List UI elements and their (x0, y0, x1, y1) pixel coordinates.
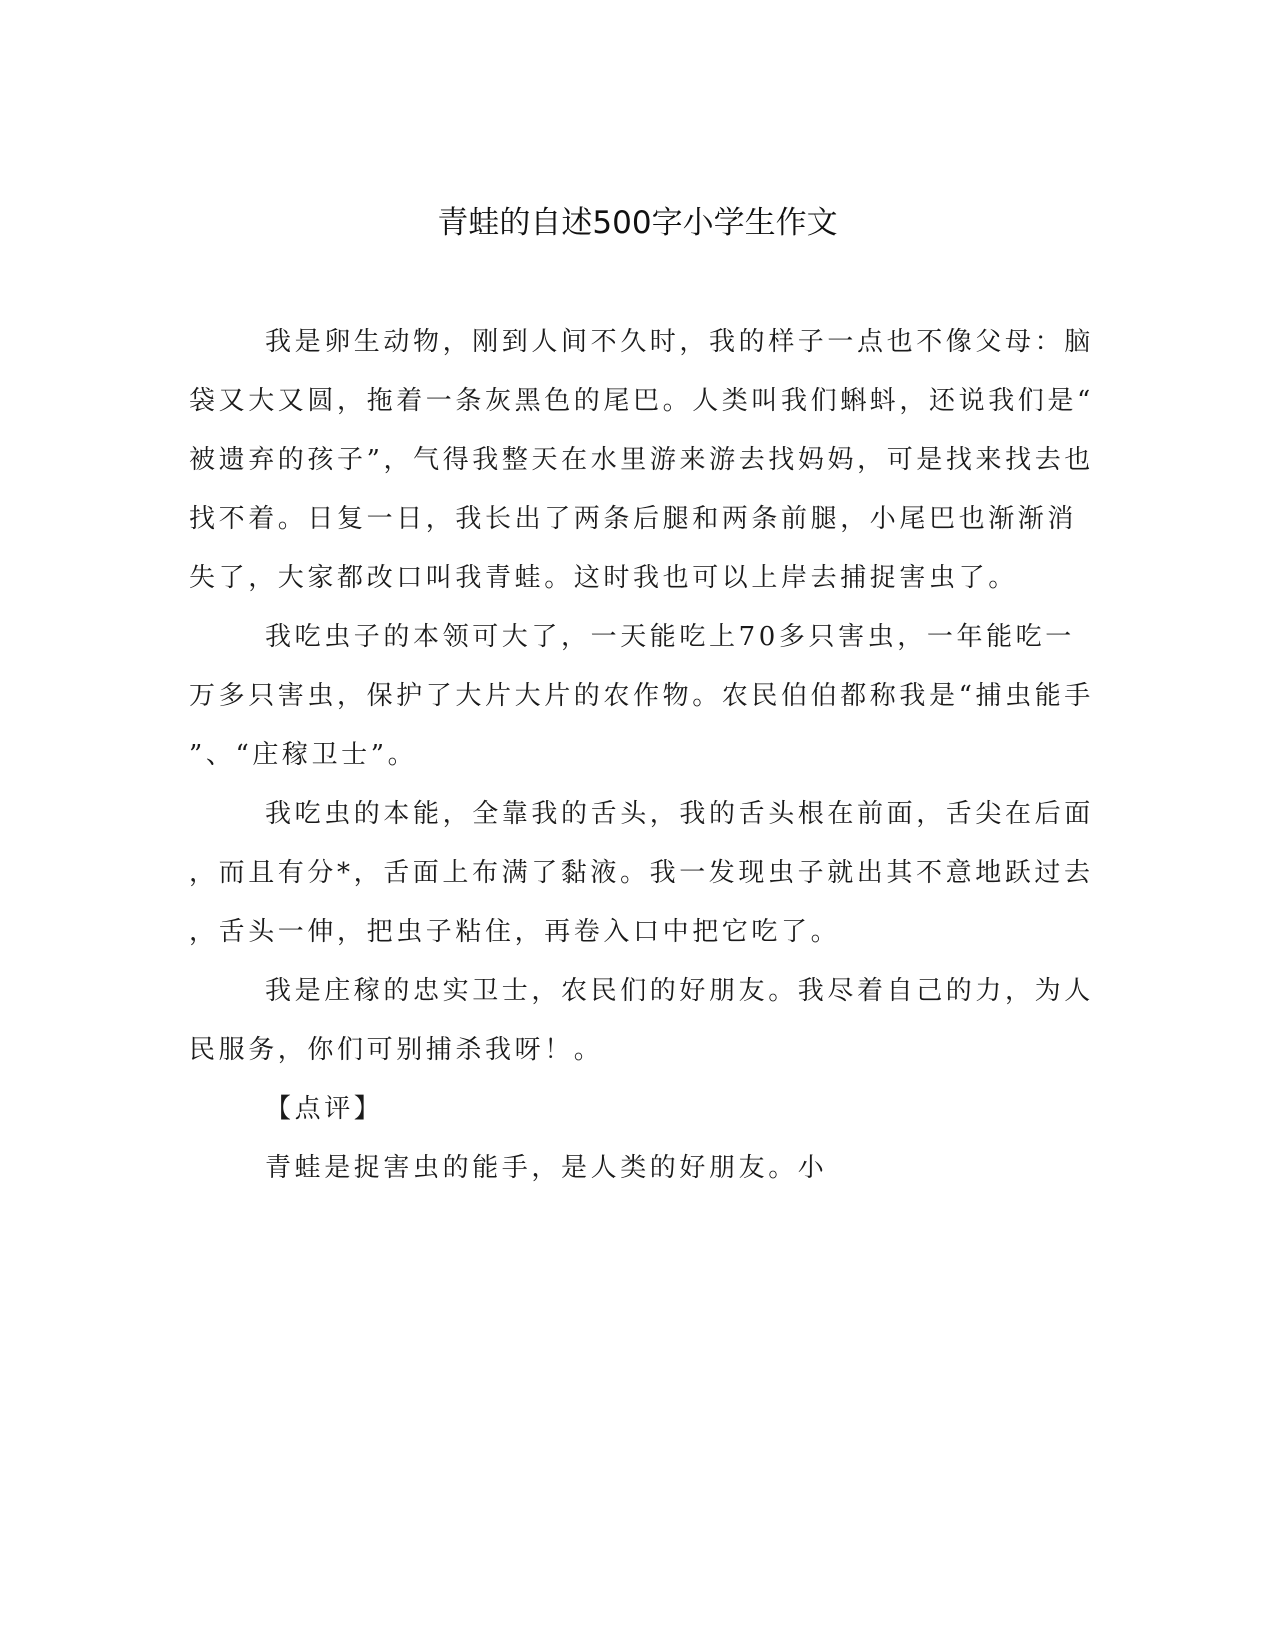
paragraph-2-line-1: 我吃虫子的本领可大了，一天能吃上70多只害虫，一年能吃一 (265, 622, 1075, 652)
paragraph-2-line-3: ”、“庄稼卫士”。 (189, 740, 418, 770)
paragraph-1-line-1: 我是卵生动物，刚到人间不久时，我的样子一点也不像父母：脑 (265, 327, 1094, 357)
paragraph-3-line-2: ，而且有分*，舌面上布满了黏液。我一发现虫子就出其不意地跃过去 (189, 858, 1094, 888)
paragraph-1-line-5: 失了，大家都改口叫我青蛙。这时我也可以上岸去捕捉害虫了。 (189, 563, 1018, 593)
paragraph-1-line-4: 找不着。日复一日，我长出了两条后腿和两条前腿，小尾巴也渐渐消 (189, 504, 1078, 534)
paragraph-1-line-2: 袋又大又圆，拖着一条灰黑色的尾巴。人类叫我们蝌蚪，还说我们是“ (189, 386, 1094, 416)
paragraph-2-line-2: 万多只害虫，保护了大片大片的农作物。农民伯伯都称我是“捕虫能手 (189, 681, 1094, 711)
paragraph-4-line-2: 民服务，你们可别捕杀我呀！。 (189, 1035, 604, 1065)
document-title: 青蛙的自述500字小学生作文 (437, 205, 838, 241)
paragraph-3-line-1: 我吃虫的本能，全靠我的舌头，我的舌头根在前面，舌尖在后面 (265, 799, 1094, 829)
review-heading: 【点评】 (265, 1094, 384, 1124)
paragraph-1-line-3: 被遗弃的孩子”，气得我整天在水里游来游去找妈妈，可是找来找去也 (189, 445, 1094, 475)
review-text: 青蛙是捉害虫的能手，是人类的好朋友。小 (265, 1153, 828, 1183)
paragraph-3-line-3: ，舌头一伸，把虫子粘住，再卷入口中把它吃了。 (189, 917, 841, 947)
paragraph-4-line-1: 我是庄稼的忠实卫士，农民们的好朋友。我尽着自己的力，为人 (265, 976, 1094, 1006)
